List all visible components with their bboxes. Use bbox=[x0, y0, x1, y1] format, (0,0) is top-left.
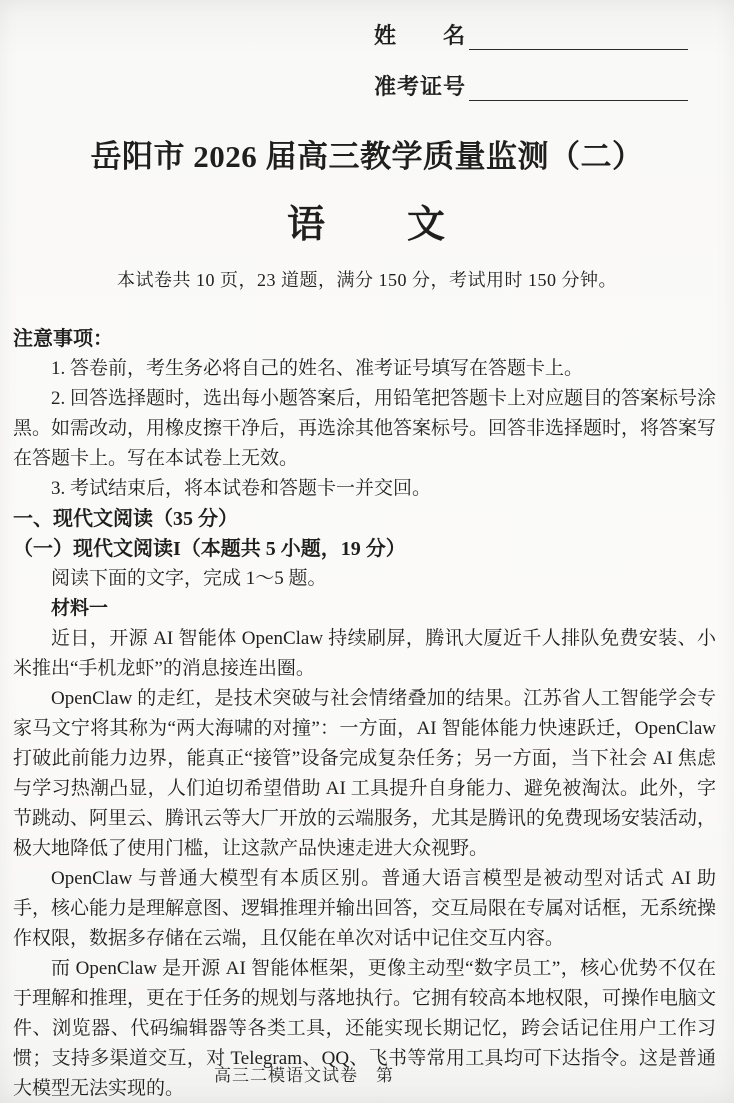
reading-instruction: 阅读下面的文字，完成 1～5 题。 bbox=[51, 568, 327, 589]
subject-title: 语 文 bbox=[286, 204, 447, 246]
notice-item-2: 2. 回答选择题时，选出每小题答案后，用铅笔把答题卡上对应题目的答案标号涂黑。如需改动，用橡皮擦干净后，再选涂其他答案标号。回答非选择题时，将答案写在答题卡上。写在本试卷上无效。 bbox=[13, 388, 717, 469]
exam-title: 岳阳市 2026 届高三教学质量监测（二） bbox=[90, 139, 644, 174]
section-heading: 一、现代文阅读（35 分） bbox=[13, 508, 238, 530]
header-fields bbox=[374, 12, 688, 114]
page-footer: 高三二模语文试卷 第 bbox=[214, 1066, 394, 1085]
material-paragraph-1: 近日，开源 AI 智能体 OpenClaw 持续刷屏，腾讯大厦近千人排队免费安装、小米推出“手机龙虾”的消息接连出圈。 bbox=[13, 628, 716, 679]
material-paragraph-4: 而 OpenClaw 是开源 AI 智能体框架，更像主动型“数字员工”，核心优势不仅在于理解和推理，更在于任务的规划与落地执行。它拥有较高本地权限，可操作电脑文件、浏览器、代码编辑器等各类工具，还能实现长期记忆，跨会话记住用户工作习惯；支持多渠道交互，对 Telegram、QQ、飞书等常用工具均可下达指令。这是普通大模型无法实现的。 bbox=[13, 958, 717, 1099]
exam-info-line: 本试卷共 10 页，23 道题，满分 150 分，考试用时 150 分钟。 bbox=[117, 270, 617, 290]
admission-number-field bbox=[374, 63, 688, 101]
notices-heading: 注意事项： bbox=[13, 328, 113, 350]
name-label: 姓 名 bbox=[374, 23, 467, 48]
material-paragraph-2: OpenClaw 的走红，是技术突破与社会情绪叠加的结果。江苏省人工智能学会专家马文宁将其称为“两大海啸的对撞”：一方面，AI 智能体能力快速跃迁，OpenClaw 打破此前能力边界，能真正“接管”设备完成复杂任务；另一方面，当下社会 AI 焦虑与学习热潮凸显，人们迫切希望借助 AI 工具提升自身能力、避免被淘汰。此外，字节跳动、阿里云、腾讯云等大厂开放的云端服务，尤其是腾讯的免费现场安装活动，极大地降低了使用门槛，让这款产品快速走进大众视野。 bbox=[13, 688, 717, 859]
name-field bbox=[374, 12, 688, 50]
name-underline bbox=[469, 19, 688, 50]
notice-item-3: 3. 考试结束后，将本试卷和答题卡一并交回。 bbox=[51, 478, 432, 499]
material-label: 材料一 bbox=[51, 598, 109, 619]
section-subheading: （一）现代文阅读I（本题共 5 小题，19 分） bbox=[13, 538, 406, 560]
admission-number-underline bbox=[469, 70, 688, 101]
main-content bbox=[13, 324, 716, 1103]
admission-number-label: 准考证号 bbox=[374, 74, 467, 99]
material-paragraph-3: OpenClaw 与普通大模型有本质区别。普通大语言模型是被动型对话式 AI 助手，核心能力是理解意图、逻辑推理并输出回答，交互局限在专属对话框，无系统操作权限，数据多存储在云端，且仅能在单次对话中记住交互内容。 bbox=[13, 868, 717, 949]
notice-item-1: 1. 答卷前，考生务必将自己的姓名、准考证号填写在答题卡上。 bbox=[51, 358, 584, 379]
